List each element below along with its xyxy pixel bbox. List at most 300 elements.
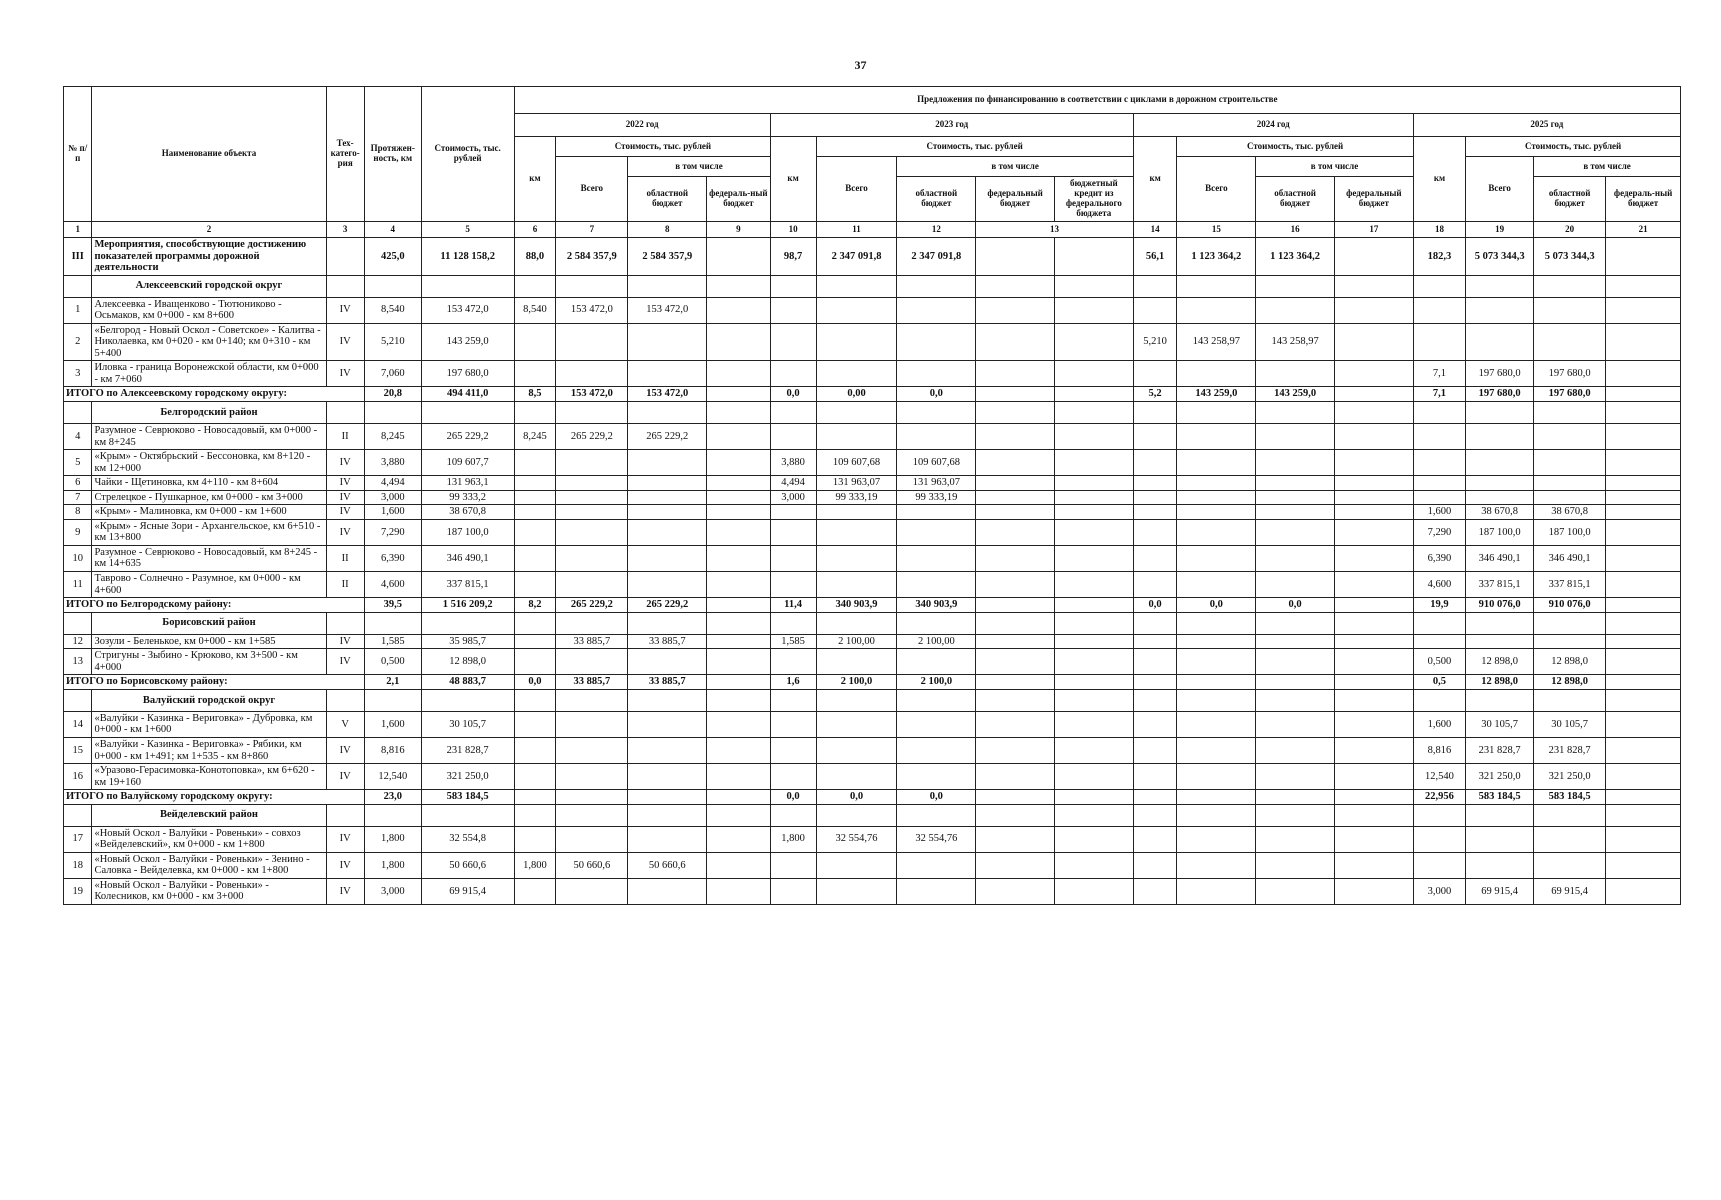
value-cell <box>897 323 976 361</box>
column-number: 5 <box>421 222 514 238</box>
section-title: Валуйский городской округ <box>92 689 326 711</box>
table-row <box>64 519 1681 545</box>
row-index: 19 <box>64 878 92 904</box>
empty-cell <box>1413 402 1466 424</box>
empty-cell <box>1133 804 1177 826</box>
value-cell: 1,585 <box>364 634 421 649</box>
km-header-2023: км <box>770 137 816 222</box>
value-cell <box>976 764 1055 790</box>
empty-cell <box>1334 612 1413 634</box>
value-cell <box>1054 737 1133 763</box>
section-spacer <box>64 689 92 711</box>
total-label: ИТОГО по Алексеевскому городскому округу: <box>64 387 365 402</box>
value-cell: 265 229,2 <box>556 424 628 450</box>
value-cell: 0,500 <box>1413 649 1466 675</box>
value-cell <box>1177 878 1256 904</box>
empty-cell <box>1413 612 1466 634</box>
value-cell <box>1054 764 1133 790</box>
value-cell <box>628 545 707 571</box>
value-cell <box>1334 878 1413 904</box>
value-cell <box>1334 450 1413 476</box>
value-cell <box>707 826 770 852</box>
empty-cell <box>1256 689 1335 711</box>
value-cell <box>1054 297 1133 323</box>
table-row <box>64 450 1681 476</box>
value-cell <box>1256 490 1335 505</box>
empty-cell <box>1133 612 1177 634</box>
value-cell <box>1606 634 1681 649</box>
value-cell: 3,000 <box>364 878 421 904</box>
federal-header-2025: федераль-ный бюджет <box>1606 177 1681 222</box>
value-cell <box>1177 649 1256 675</box>
value-cell <box>1256 826 1335 852</box>
value-cell <box>770 519 816 545</box>
value-cell <box>628 649 707 675</box>
value-cell: 1,585 <box>770 634 816 649</box>
value-cell: II <box>326 545 364 571</box>
value-cell: 197 680,0 <box>421 361 514 387</box>
object-name: «Крым» - Ясные Зори - Архангельское, км 6+510 - км 13+800 <box>92 519 326 545</box>
empty-cell <box>628 612 707 634</box>
incl-header-2022: в том числе <box>628 157 770 177</box>
value-cell <box>770 852 816 878</box>
proposals-header: Предложения по финансированию в соответствии с циклами в дорожном строительстве <box>514 87 1680 114</box>
empty-cell <box>1256 402 1335 424</box>
empty-cell <box>1466 689 1534 711</box>
object-name: Стрелецкое - Пушкарное, км 0+000 - км 3+000 <box>92 490 326 505</box>
value-cell <box>1606 238 1681 276</box>
value-cell <box>1334 519 1413 545</box>
total-cell: 197 680,0 <box>1466 387 1534 402</box>
total-cell: 2,1 <box>364 675 421 690</box>
column-number: 17 <box>1334 222 1413 238</box>
row-index: 18 <box>64 852 92 878</box>
value-cell: 2 584 357,9 <box>628 238 707 276</box>
value-cell <box>897 764 976 790</box>
empty-cell <box>1177 612 1256 634</box>
value-cell: II <box>326 572 364 598</box>
total-cell: 583 184,5 <box>1466 790 1534 805</box>
empty-cell <box>514 804 556 826</box>
total-cell: 143 259,0 <box>1177 387 1256 402</box>
total-cell: 340 903,9 <box>816 598 897 613</box>
value-cell <box>1054 649 1133 675</box>
value-cell <box>628 737 707 763</box>
total-label: ИТОГО по Валуйскому городскому округу: <box>64 790 365 805</box>
value-cell <box>556 545 628 571</box>
column-number: 10 <box>770 222 816 238</box>
section-title: Алексеевский городской округ <box>92 275 326 297</box>
table-row <box>64 424 1681 450</box>
page-number: 37 <box>854 58 867 72</box>
value-cell <box>707 764 770 790</box>
value-cell <box>628 361 707 387</box>
col-length-header: Протяжен-ность, км <box>364 87 421 222</box>
empty-cell <box>707 402 770 424</box>
total-cell: 1 516 209,2 <box>421 598 514 613</box>
value-cell <box>628 476 707 491</box>
empty-cell <box>707 689 770 711</box>
value-cell <box>1054 545 1133 571</box>
empty-cell <box>628 402 707 424</box>
value-cell <box>514 649 556 675</box>
total-cell <box>1334 675 1413 690</box>
empty-cell <box>897 804 976 826</box>
empty-cell <box>816 804 897 826</box>
total-cell <box>1606 675 1681 690</box>
value-cell: 1,600 <box>1413 505 1466 520</box>
value-cell: 337 815,1 <box>421 572 514 598</box>
empty-cell <box>1606 275 1681 297</box>
value-cell: 12,540 <box>1413 764 1466 790</box>
value-cell <box>1466 826 1534 852</box>
value-cell <box>1133 649 1177 675</box>
federal-header-2023: федеральный бюджет <box>976 177 1055 222</box>
total-cell <box>1606 598 1681 613</box>
total-cell: 22,956 <box>1413 790 1466 805</box>
value-cell <box>707 545 770 571</box>
value-cell <box>1054 450 1133 476</box>
empty-cell <box>364 612 421 634</box>
value-cell <box>1256 519 1335 545</box>
value-cell: 8,540 <box>364 297 421 323</box>
total-cell <box>1606 387 1681 402</box>
value-cell <box>1133 852 1177 878</box>
empty-cell <box>707 275 770 297</box>
empty-cell <box>364 689 421 711</box>
empty-cell <box>816 402 897 424</box>
column-number: 13 <box>976 222 1134 238</box>
row-index: 15 <box>64 737 92 763</box>
year-2023-header: 2023 год <box>770 114 1133 137</box>
empty-cell <box>1054 689 1133 711</box>
object-name: Алексеевка - Иващенково - Тютюниково - Осьмаков, км 0+000 - км 8+600 <box>92 297 326 323</box>
value-cell: 109 607,68 <box>816 450 897 476</box>
value-cell <box>1177 764 1256 790</box>
value-cell: IV <box>326 361 364 387</box>
value-cell: 1,800 <box>364 826 421 852</box>
value-cell: 153 472,0 <box>421 297 514 323</box>
column-number: 15 <box>1177 222 1256 238</box>
empty-cell <box>556 689 628 711</box>
value-cell <box>816 519 897 545</box>
column-number: 2 <box>92 222 326 238</box>
federal-header-2024: федеральный бюджет <box>1334 177 1413 222</box>
empty-cell <box>364 804 421 826</box>
value-cell: IV <box>326 649 364 675</box>
value-cell <box>556 572 628 598</box>
empty-cell <box>1334 804 1413 826</box>
value-cell: 3,880 <box>770 450 816 476</box>
total-cell: 197 680,0 <box>1534 387 1606 402</box>
value-cell <box>1177 711 1256 737</box>
row-index: 13 <box>64 649 92 675</box>
empty-cell <box>770 689 816 711</box>
value-cell <box>1606 361 1681 387</box>
value-cell <box>1256 764 1335 790</box>
value-cell <box>1334 764 1413 790</box>
value-cell <box>628 490 707 505</box>
value-cell <box>707 852 770 878</box>
value-cell <box>976 450 1055 476</box>
table-row <box>64 476 1681 491</box>
empty-cell <box>976 612 1055 634</box>
empty-cell <box>364 275 421 297</box>
column-number: 7 <box>556 222 628 238</box>
value-cell <box>1054 361 1133 387</box>
empty-cell <box>1413 689 1466 711</box>
value-cell <box>1534 476 1606 491</box>
regional-header-2022: областной бюджет <box>628 177 707 222</box>
value-cell <box>1177 450 1256 476</box>
value-cell <box>1606 297 1681 323</box>
table-row <box>64 297 1681 323</box>
total-cell: 0,0 <box>1256 598 1335 613</box>
value-cell <box>1256 878 1335 904</box>
empty-cell <box>326 612 364 634</box>
value-cell <box>976 545 1055 571</box>
total-cell <box>1177 675 1256 690</box>
value-cell <box>976 826 1055 852</box>
empty-cell <box>421 402 514 424</box>
value-cell <box>1606 323 1681 361</box>
total-cell: 153 472,0 <box>628 387 707 402</box>
value-cell: 1,600 <box>1413 711 1466 737</box>
value-cell <box>1177 476 1256 491</box>
value-cell <box>1054 572 1133 598</box>
section-title: Борисовский район <box>92 612 326 634</box>
value-cell <box>1133 476 1177 491</box>
value-cell: 30 105,7 <box>421 711 514 737</box>
value-cell <box>816 297 897 323</box>
value-cell <box>514 323 556 361</box>
empty-cell <box>1466 275 1534 297</box>
total-cell: 23,0 <box>364 790 421 805</box>
value-cell <box>976 297 1055 323</box>
col-cost-header: Стоимость, тыс. рублей <box>421 87 514 222</box>
empty-cell <box>421 689 514 711</box>
value-cell <box>1334 297 1413 323</box>
empty-cell <box>1606 402 1681 424</box>
total-cell <box>1334 598 1413 613</box>
empty-cell <box>556 275 628 297</box>
value-cell <box>1133 361 1177 387</box>
value-cell <box>1256 711 1335 737</box>
value-cell: 3,000 <box>770 490 816 505</box>
value-cell <box>1133 545 1177 571</box>
value-cell: 7,290 <box>1413 519 1466 545</box>
value-cell <box>1256 649 1335 675</box>
value-cell <box>1054 238 1133 276</box>
value-cell: 2 347 091,8 <box>897 238 976 276</box>
value-cell <box>514 361 556 387</box>
value-cell <box>816 711 897 737</box>
empty-cell <box>1334 689 1413 711</box>
row-index: 5 <box>64 450 92 476</box>
value-cell: 182,3 <box>1413 238 1466 276</box>
value-cell <box>556 764 628 790</box>
row-index: III <box>64 238 92 276</box>
total-label: ИТОГО по Белгородскому району: <box>64 598 365 613</box>
credit-header-2023: бюджетный кредит из федерального бюджета <box>1054 177 1133 222</box>
value-cell <box>1054 519 1133 545</box>
value-cell <box>628 450 707 476</box>
column-number-row <box>64 222 1681 238</box>
value-cell: 8,245 <box>514 424 556 450</box>
value-cell <box>1466 852 1534 878</box>
total-cell: 910 076,0 <box>1534 598 1606 613</box>
value-cell <box>816 878 897 904</box>
table-row <box>64 852 1681 878</box>
incl-header-2025: в том числе <box>1534 157 1681 177</box>
value-cell <box>514 634 556 649</box>
value-cell: 4,494 <box>770 476 816 491</box>
total-cell: 265 229,2 <box>556 598 628 613</box>
value-cell: IV <box>326 764 364 790</box>
value-cell: IV <box>326 878 364 904</box>
empty-cell <box>421 275 514 297</box>
empty-cell <box>1256 275 1335 297</box>
section-title: Вейделевский район <box>92 804 326 826</box>
value-cell: 88,0 <box>514 238 556 276</box>
empty-cell <box>897 275 976 297</box>
value-cell: 38 670,8 <box>421 505 514 520</box>
empty-cell <box>326 804 364 826</box>
table-row <box>64 764 1681 790</box>
value-cell <box>816 424 897 450</box>
empty-cell <box>897 689 976 711</box>
value-cell <box>1413 634 1466 649</box>
empty-cell <box>1054 402 1133 424</box>
total-header-2023: Всего <box>816 157 897 222</box>
empty-cell <box>1256 804 1335 826</box>
value-cell: IV <box>326 450 364 476</box>
value-cell <box>770 297 816 323</box>
column-number: 21 <box>1606 222 1681 238</box>
total-cell: 2 100,0 <box>816 675 897 690</box>
value-cell: 4,600 <box>364 572 421 598</box>
value-cell: 4,600 <box>1413 572 1466 598</box>
row-index: 11 <box>64 572 92 598</box>
value-cell <box>770 572 816 598</box>
value-cell <box>1133 878 1177 904</box>
value-cell <box>770 878 816 904</box>
total-cell <box>1177 790 1256 805</box>
value-cell <box>1606 764 1681 790</box>
value-cell: 187 100,0 <box>421 519 514 545</box>
value-cell <box>816 361 897 387</box>
value-cell <box>1334 238 1413 276</box>
total-cell: 0,0 <box>514 675 556 690</box>
empty-cell <box>1466 804 1534 826</box>
value-cell <box>1534 634 1606 649</box>
empty-cell <box>628 804 707 826</box>
value-cell: 69 915,4 <box>1466 878 1534 904</box>
value-cell: 265 229,2 <box>421 424 514 450</box>
value-cell: 7,290 <box>364 519 421 545</box>
value-cell <box>707 878 770 904</box>
value-cell: 12 898,0 <box>1534 649 1606 675</box>
empty-cell <box>1534 402 1606 424</box>
value-cell <box>707 297 770 323</box>
total-cell: 0,0 <box>770 387 816 402</box>
value-cell <box>897 878 976 904</box>
value-cell: IV <box>326 505 364 520</box>
total-cell: 340 903,9 <box>897 598 976 613</box>
value-cell: 0,500 <box>364 649 421 675</box>
value-cell: 35 985,7 <box>421 634 514 649</box>
year-2024-header: 2024 год <box>1133 114 1413 137</box>
value-cell <box>556 490 628 505</box>
value-cell <box>976 711 1055 737</box>
empty-cell <box>1177 275 1256 297</box>
value-cell <box>514 737 556 763</box>
value-cell <box>976 737 1055 763</box>
value-cell <box>1334 572 1413 598</box>
value-cell <box>770 737 816 763</box>
regional-header-2025: областной бюджет <box>1534 177 1606 222</box>
year-2025-header: 2025 год <box>1413 114 1680 137</box>
row-index: 14 <box>64 711 92 737</box>
table-row <box>64 238 1681 276</box>
value-cell: 33 885,7 <box>556 634 628 649</box>
value-cell <box>1256 572 1335 598</box>
total-cell: 8,5 <box>514 387 556 402</box>
value-cell: 32 554,8 <box>421 826 514 852</box>
object-name: Чайки - Щетиновка, км 4+110 - км 8+604 <box>92 476 326 491</box>
empty-cell <box>1133 275 1177 297</box>
value-cell: 12,540 <box>364 764 421 790</box>
total-cell <box>707 598 770 613</box>
value-cell <box>556 878 628 904</box>
value-cell: 337 815,1 <box>1534 572 1606 598</box>
total-cell: 1,6 <box>770 675 816 690</box>
value-cell <box>1133 297 1177 323</box>
row-index: 16 <box>64 764 92 790</box>
value-cell <box>514 450 556 476</box>
value-cell <box>1606 490 1681 505</box>
col-category-header: Тех-катего-рия <box>326 87 364 222</box>
empty-cell <box>1177 402 1256 424</box>
value-cell <box>976 634 1055 649</box>
value-cell: 143 258,97 <box>1177 323 1256 361</box>
value-cell: 3,000 <box>1413 878 1466 904</box>
value-cell <box>897 572 976 598</box>
empty-cell <box>770 612 816 634</box>
value-cell <box>1133 826 1177 852</box>
value-cell <box>1606 826 1681 852</box>
value-cell <box>1606 424 1681 450</box>
value-cell: 7,1 <box>1413 361 1466 387</box>
value-cell <box>816 764 897 790</box>
column-number: 9 <box>707 222 770 238</box>
value-cell <box>1334 634 1413 649</box>
value-cell <box>1334 323 1413 361</box>
value-cell <box>1413 297 1466 323</box>
value-cell <box>1177 634 1256 649</box>
value-cell <box>1177 361 1256 387</box>
federal-header-2022: федераль-ный бюджет <box>707 177 770 222</box>
value-cell <box>976 878 1055 904</box>
value-cell <box>1466 450 1534 476</box>
value-cell <box>1334 361 1413 387</box>
value-cell <box>556 711 628 737</box>
section-row <box>64 804 1681 826</box>
value-cell <box>707 476 770 491</box>
cost-header-2024: Стоимость, тыс. рублей <box>1177 137 1413 157</box>
empty-cell <box>1606 804 1681 826</box>
value-cell: IV <box>326 297 364 323</box>
